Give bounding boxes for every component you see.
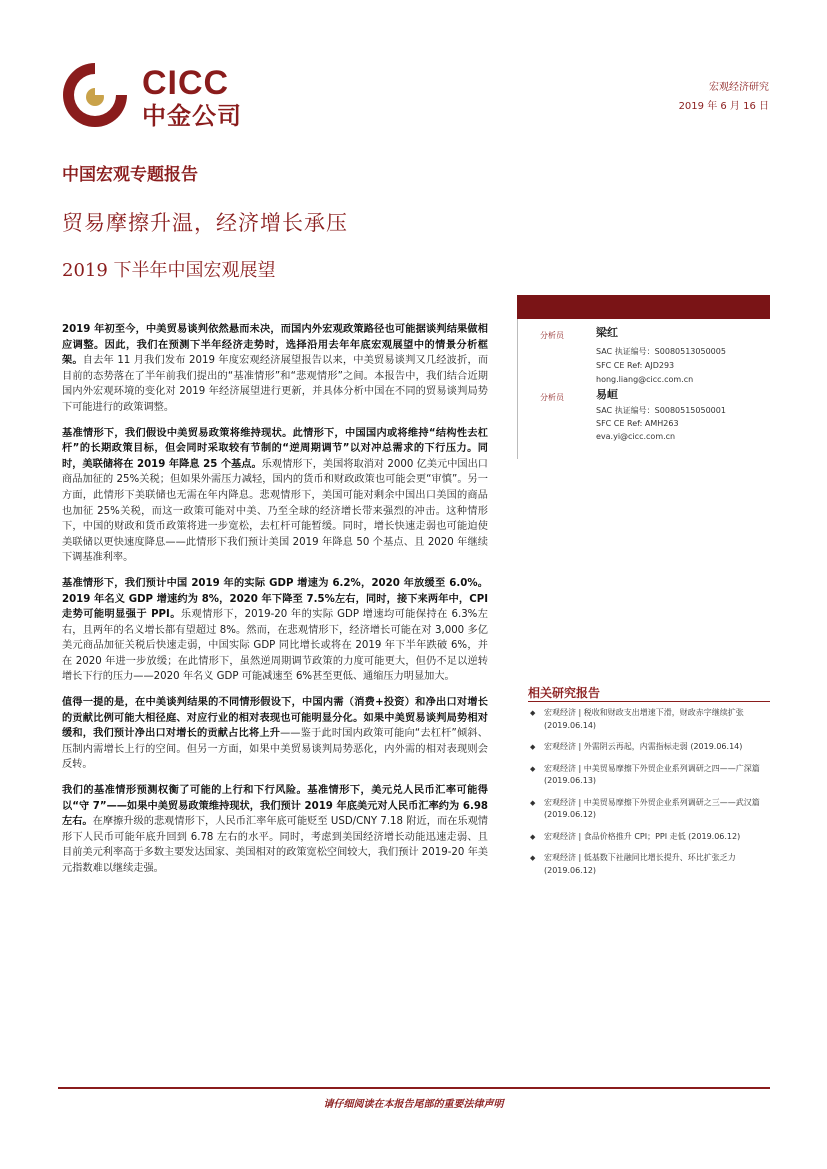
- report-type: 中国宏观专题报告: [62, 165, 198, 185]
- logo-text-cn: 中金公司: [142, 102, 242, 130]
- bullet-icon: ◆: [530, 832, 536, 841]
- analyst-sac: SAC 执证编号：S0080515050001: [596, 406, 726, 415]
- analyst-sfc: SFC CE Ref: AMH263: [596, 419, 679, 428]
- body-paragraph-2: [62, 426, 488, 566]
- legal-notice: 请仔细阅读在本报告尾部的重要法律声明: [323, 1099, 504, 1110]
- sidebar-header-bar: [517, 295, 770, 319]
- related-report-text: 宏观经济 | 食品价格推升 CPI；PPI 走低 (2019.06.12): [544, 831, 741, 841]
- related-report-text: 宏观经济 | 税收和财政支出增速下滑，财政赤字继续扩张 (2019.06.14): [544, 708, 744, 730]
- related-report-text: 宏观经济 | 低基数下社融同比增长提升、环比扩张乏力 (2019.06.12): [544, 853, 736, 875]
- paragraph-text: 在摩擦升级的悲观情形下，人民币汇率年底可能贬至 USD/CNY 7.18 附近，而在乐观情形下人民币可能年底升回到 6.78 左右的水平。同时，考虑到美国经济增长动能迅速走弱、且目前美元利率高于多数主要发达国家、美国相对的政策宽松空间较大，我们预计 2019-20 年美元指数难以继续走强。: [62, 816, 488, 874]
- related-report-item[interactable]: [528, 741, 770, 754]
- analyst-name: 易峘: [596, 388, 618, 401]
- report-category: 宏观经济研究: [709, 82, 769, 93]
- report-date: 2019 年 6 月 16 日: [678, 101, 769, 112]
- paragraph-lead: 值得一提的是，在中美谈判结果的不同情形假设下，中国内需（消费+投资）和净出口对增长的贡献比例可能大相径庭、对应行业的相对表现也可能明显分化。如果中美贸易谈判局势相对缓和，我们预计净出口对增长的贡献占比将上升: [62, 697, 488, 740]
- related-report-item[interactable]: [528, 707, 770, 732]
- related-reports-list: [528, 707, 770, 886]
- paragraph-text: 乐观情形下，2019-20 年的实际 GDP 增速均可能保持在 6.3%左右，且两年的名义增长都有望超过 8%。然而，在悲观情形下，经济增长可能在对 3,000 多亿美元商品加征关税后快速走弱，中国实际 GDP 同比增长或将在 2019 年下半年跌破 6%，并在 2020 年进一步放缓；在此情形下，虽然逆周期调节政策的力度可能更大，但仍不足以逆转增长下行的压力——2020 年名义 GDP 可能减速至 6%甚至更低、通缩压力明显加大。: [62, 609, 488, 683]
- paragraph-text: ——鉴于此时国内政策可能向“去杠杆”倾斜、压制内需增长上行的空间。但另一方面，如果中美贸易谈判局势恶化，内外需的相对表现则会反转。: [62, 728, 488, 771]
- cicc-logo-mark: [62, 62, 128, 128]
- page-subtitle: 2019 下半年中国宏观展望: [62, 260, 276, 281]
- logo-text-en: CICC: [142, 64, 230, 102]
- related-report-text: 宏观经济 | 中美贸易摩擦下外贸企业系列调研之四——广深篇 (2019.06.13): [544, 763, 760, 785]
- bullet-icon: ◆: [530, 764, 536, 773]
- analyst-card: [540, 388, 780, 448]
- paragraph-lead: 基准情形下，我们预计中国 2019 年的实际 GDP 增速为 6.2%，2020 年放缓至 6.0%。2019 年名义 GDP 增速约为 8%，2020 年下降至 7.5%左右，同时，接下来两年中，CPI 走势可能明显强于 PPI。: [62, 577, 488, 621]
- sidebar-divider: [517, 319, 518, 459]
- paragraph-lead: 基准情形下，我们假设中美贸易政策将维持现状。此情形下，中国国内或将维持“结构性去杠杆”的长期政策目标，但会同时采取较有节制的“逆周期调节”以对冲总需求的下行压力。同时，美联储将在 2019 年降息 25 个基点。: [62, 427, 488, 470]
- related-report-text: 宏观经济 | 外需阴云再起，内需指标走弱 (2019.06.14): [544, 742, 743, 751]
- report-body: [62, 322, 488, 887]
- analyst-name: 梁红: [596, 326, 618, 339]
- page-title: 贸易摩擦升温，经济增长承压: [62, 211, 348, 235]
- body-paragraph-5: [62, 783, 488, 877]
- body-paragraph-3: [62, 576, 488, 685]
- related-report-text: 宏观经济 | 中美贸易摩擦下外贸企业系列调研之三——武汉篇 (2019.06.12): [544, 797, 760, 819]
- bullet-icon: ◆: [530, 709, 536, 717]
- bullet-icon: ◆: [530, 798, 536, 807]
- analyst-sac: SAC 执证编号：S0080513050005: [596, 347, 726, 356]
- bullet-icon: ◆: [530, 743, 536, 751]
- analyst-role: 分析员: [540, 393, 564, 402]
- related-report-item[interactable]: [528, 797, 770, 822]
- paragraph-text: 乐观情形下，美国将取消对 2000 亿美元中国出口商品加征的 25%关税；但如果外需压力减轻，国内的货币和财政政策也可能会更“审慎”。另一方面，此情形下美联储也无需在年内降息。悲观情形下，美国可能对剩余中国出口美国的商品也加征 25%关税，而这一政策可能对中美、乃至全球的经济增长带来强烈的冲击。这种情形下，中国的财政和货币政策将进一步宽松，去杠杆可能暂缓。同时，增长快速走弱也可能迫使美联储以更快速度降息——此情形下我们预计美国 2019 年降息 50 个基点、且 2020 年继续下调基准利率。: [62, 458, 488, 564]
- analyst-sfc: SFC CE Ref: AJD293: [596, 361, 675, 370]
- related-report-item[interactable]: [528, 831, 770, 844]
- analyst-email[interactable]: hong.liang@cicc.com.cn: [596, 375, 694, 384]
- analyst-card: [540, 326, 780, 386]
- analyst-role: 分析员: [540, 331, 564, 340]
- footer-divider: [58, 1087, 770, 1089]
- related-report-item[interactable]: [528, 763, 770, 788]
- paragraph-text: 自去年 11 月我们发布 2019 年度宏观经济展望报告以来，中美贸易谈判又几经波折，而目前的态势落在了半年前我们提出的“基准情形”和“悲观情形”之间。本报告中，我们结合近期国内外宏观环境的变化对 2019 年经济展望进行更新，并具体分析中国在不同的贸易谈判局势下可能进行的政策调整。: [62, 355, 489, 413]
- body-paragraph-1: [62, 322, 488, 416]
- body-paragraph-4: [62, 695, 488, 773]
- paragraph-lead: 我们的基准情形预测权衡了可能的上行和下行风险。基准情形下，美元兑人民币汇率可能得以“守 7”——如果中美贸易政策维持现状，我们预计 2019 年底美元对人民币汇率约为 6.98 左右。: [62, 785, 488, 828]
- paragraph-lead: 2019 年初至今，中美贸易谈判依然悬而未决，而国内外宏观政策路径也可能据谈判结果做相应调整。因此，我们在预测下半年经济走势时，选择沿用去年年底宏观展望中的情景分析框架。: [62, 324, 488, 367]
- related-reports-divider: [528, 701, 770, 702]
- related-reports-title: 相关研究报告: [528, 686, 601, 700]
- analyst-email[interactable]: eva.yi@cicc.com.cn: [596, 432, 676, 441]
- bullet-icon: ◆: [530, 854, 536, 862]
- related-report-item[interactable]: [528, 852, 770, 877]
